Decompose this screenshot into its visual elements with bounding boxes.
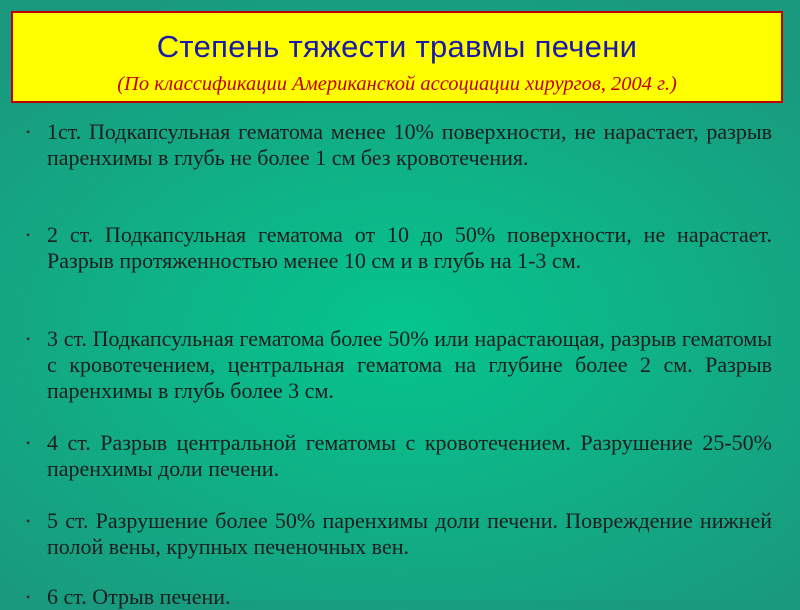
bullet-icon: •	[26, 228, 31, 242]
bullet-icon: •	[26, 125, 31, 139]
bullet-icon: •	[26, 590, 31, 604]
list-item-text: 2 ст. Подкапсульная гематома от 10 до 50% поверхности, не нарастает. Разрыв протяженностью менее 10 см и в глубь на 1-3 см.	[47, 222, 772, 273]
bullet-icon: •	[26, 436, 31, 450]
list-item-text: 1ст. Подкапсульная гематома менее 10% поверхности, не нарастает, разрыв паренхимы в глубь не более 1 см без кровотечения.	[47, 119, 772, 170]
list-item-text: 6 ст. Отрыв печени.	[47, 584, 231, 609]
slide-title: Степень тяжести травмы печени	[156, 29, 638, 64]
list-item-text: 3 ст. Подкапсульная гематома более 50% или нарастающая, разрыв гематомы с кровотечением, центральная гематома на глубине более 2 см. Разрыв паренхимы в глубь более 3 см.	[47, 326, 772, 403]
bullet-icon: •	[26, 514, 31, 528]
slide-subtitle: (По классификации Американской ассоциации хирургов, 2004 г.)	[117, 73, 677, 95]
bullet-icon: •	[26, 332, 31, 346]
list-item-text: 4 ст. Разрыв центральной гематомы с кровотечением. Разрушение 25-50% паренхимы доли печени.	[47, 430, 772, 481]
list-item-text: 5 ст. Разрушение более 50% паренхимы доли печени. Повреждение нижней полой вены, крупных печеночных вен.	[47, 508, 772, 559]
